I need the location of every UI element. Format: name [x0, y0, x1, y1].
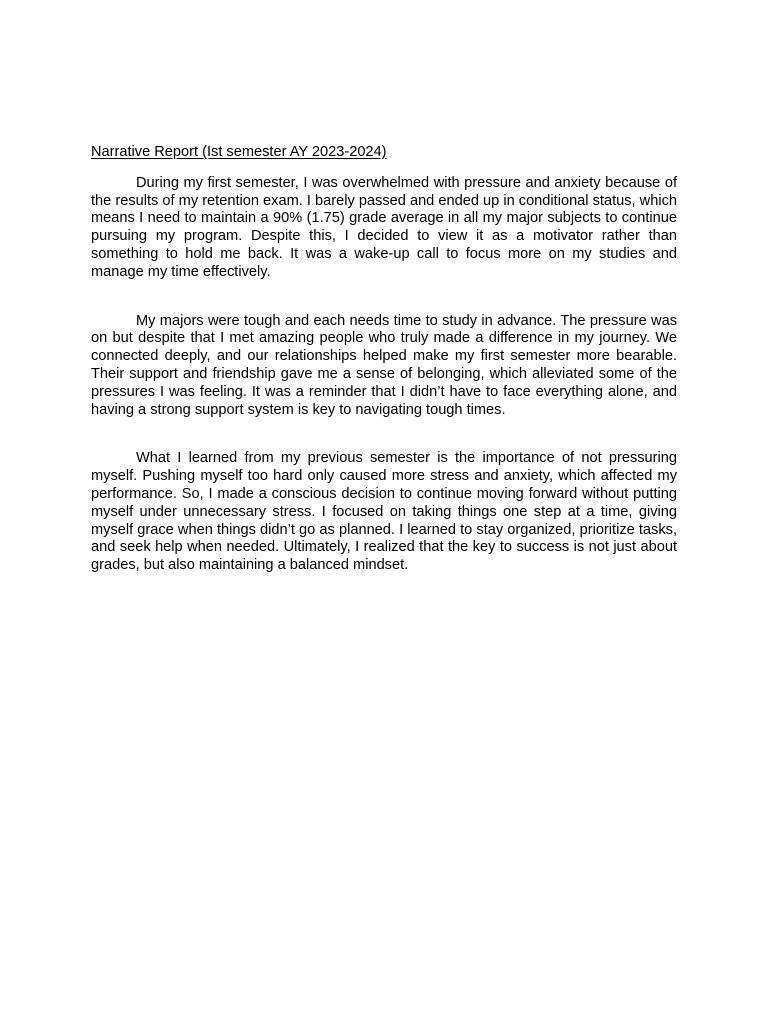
paragraph-1: During my first semester, I was overwhelmed with pressure and anxiety because of the results of my retention exam. I barely passed and ended up in conditional status, which means I need to maintain a 90% (1.75) grade average in all my major subjects to continue pursuing my program. Despite this, I decided to view it as a motivator rather than something to hold me back. It was a wake-up call to focus more on my studies and manage my time effectively.	[91, 174, 677, 280]
document-title: Narrative Report (Ist semester AY 2023-2024)	[91, 144, 387, 160]
document-body	[91, 144, 677, 575]
paragraph-2: My majors were tough and each needs time to study in advance. The pressure was on but despite that I met amazing people who truly made a difference in my journey. We connected deeply, and our relationships helped make my first semester more bearable. Their support and friendship gave me a sense of belonging, which alleviated some of the pressures I was feeling. It was a reminder that I didn’t have to face everything alone, and having a strong support system is key to navigating tough times.	[91, 312, 677, 418]
paragraph-3: What I learned from my previous semester is the importance of not pressuring myself. Pushing myself too hard only caused more stress and anxiety, which affected my performance. So, I made a conscious decision to continue moving forward without putting myself under unnecessary stress. I focused on taking things one step at a time, giving myself grace when things didn’t go as planned. I learned to stay organized, prioritize tasks, and seek help when needed. Ultimately, I realized that the key to success is not just about grades, but also maintaining a balanced mindset.	[91, 450, 677, 574]
